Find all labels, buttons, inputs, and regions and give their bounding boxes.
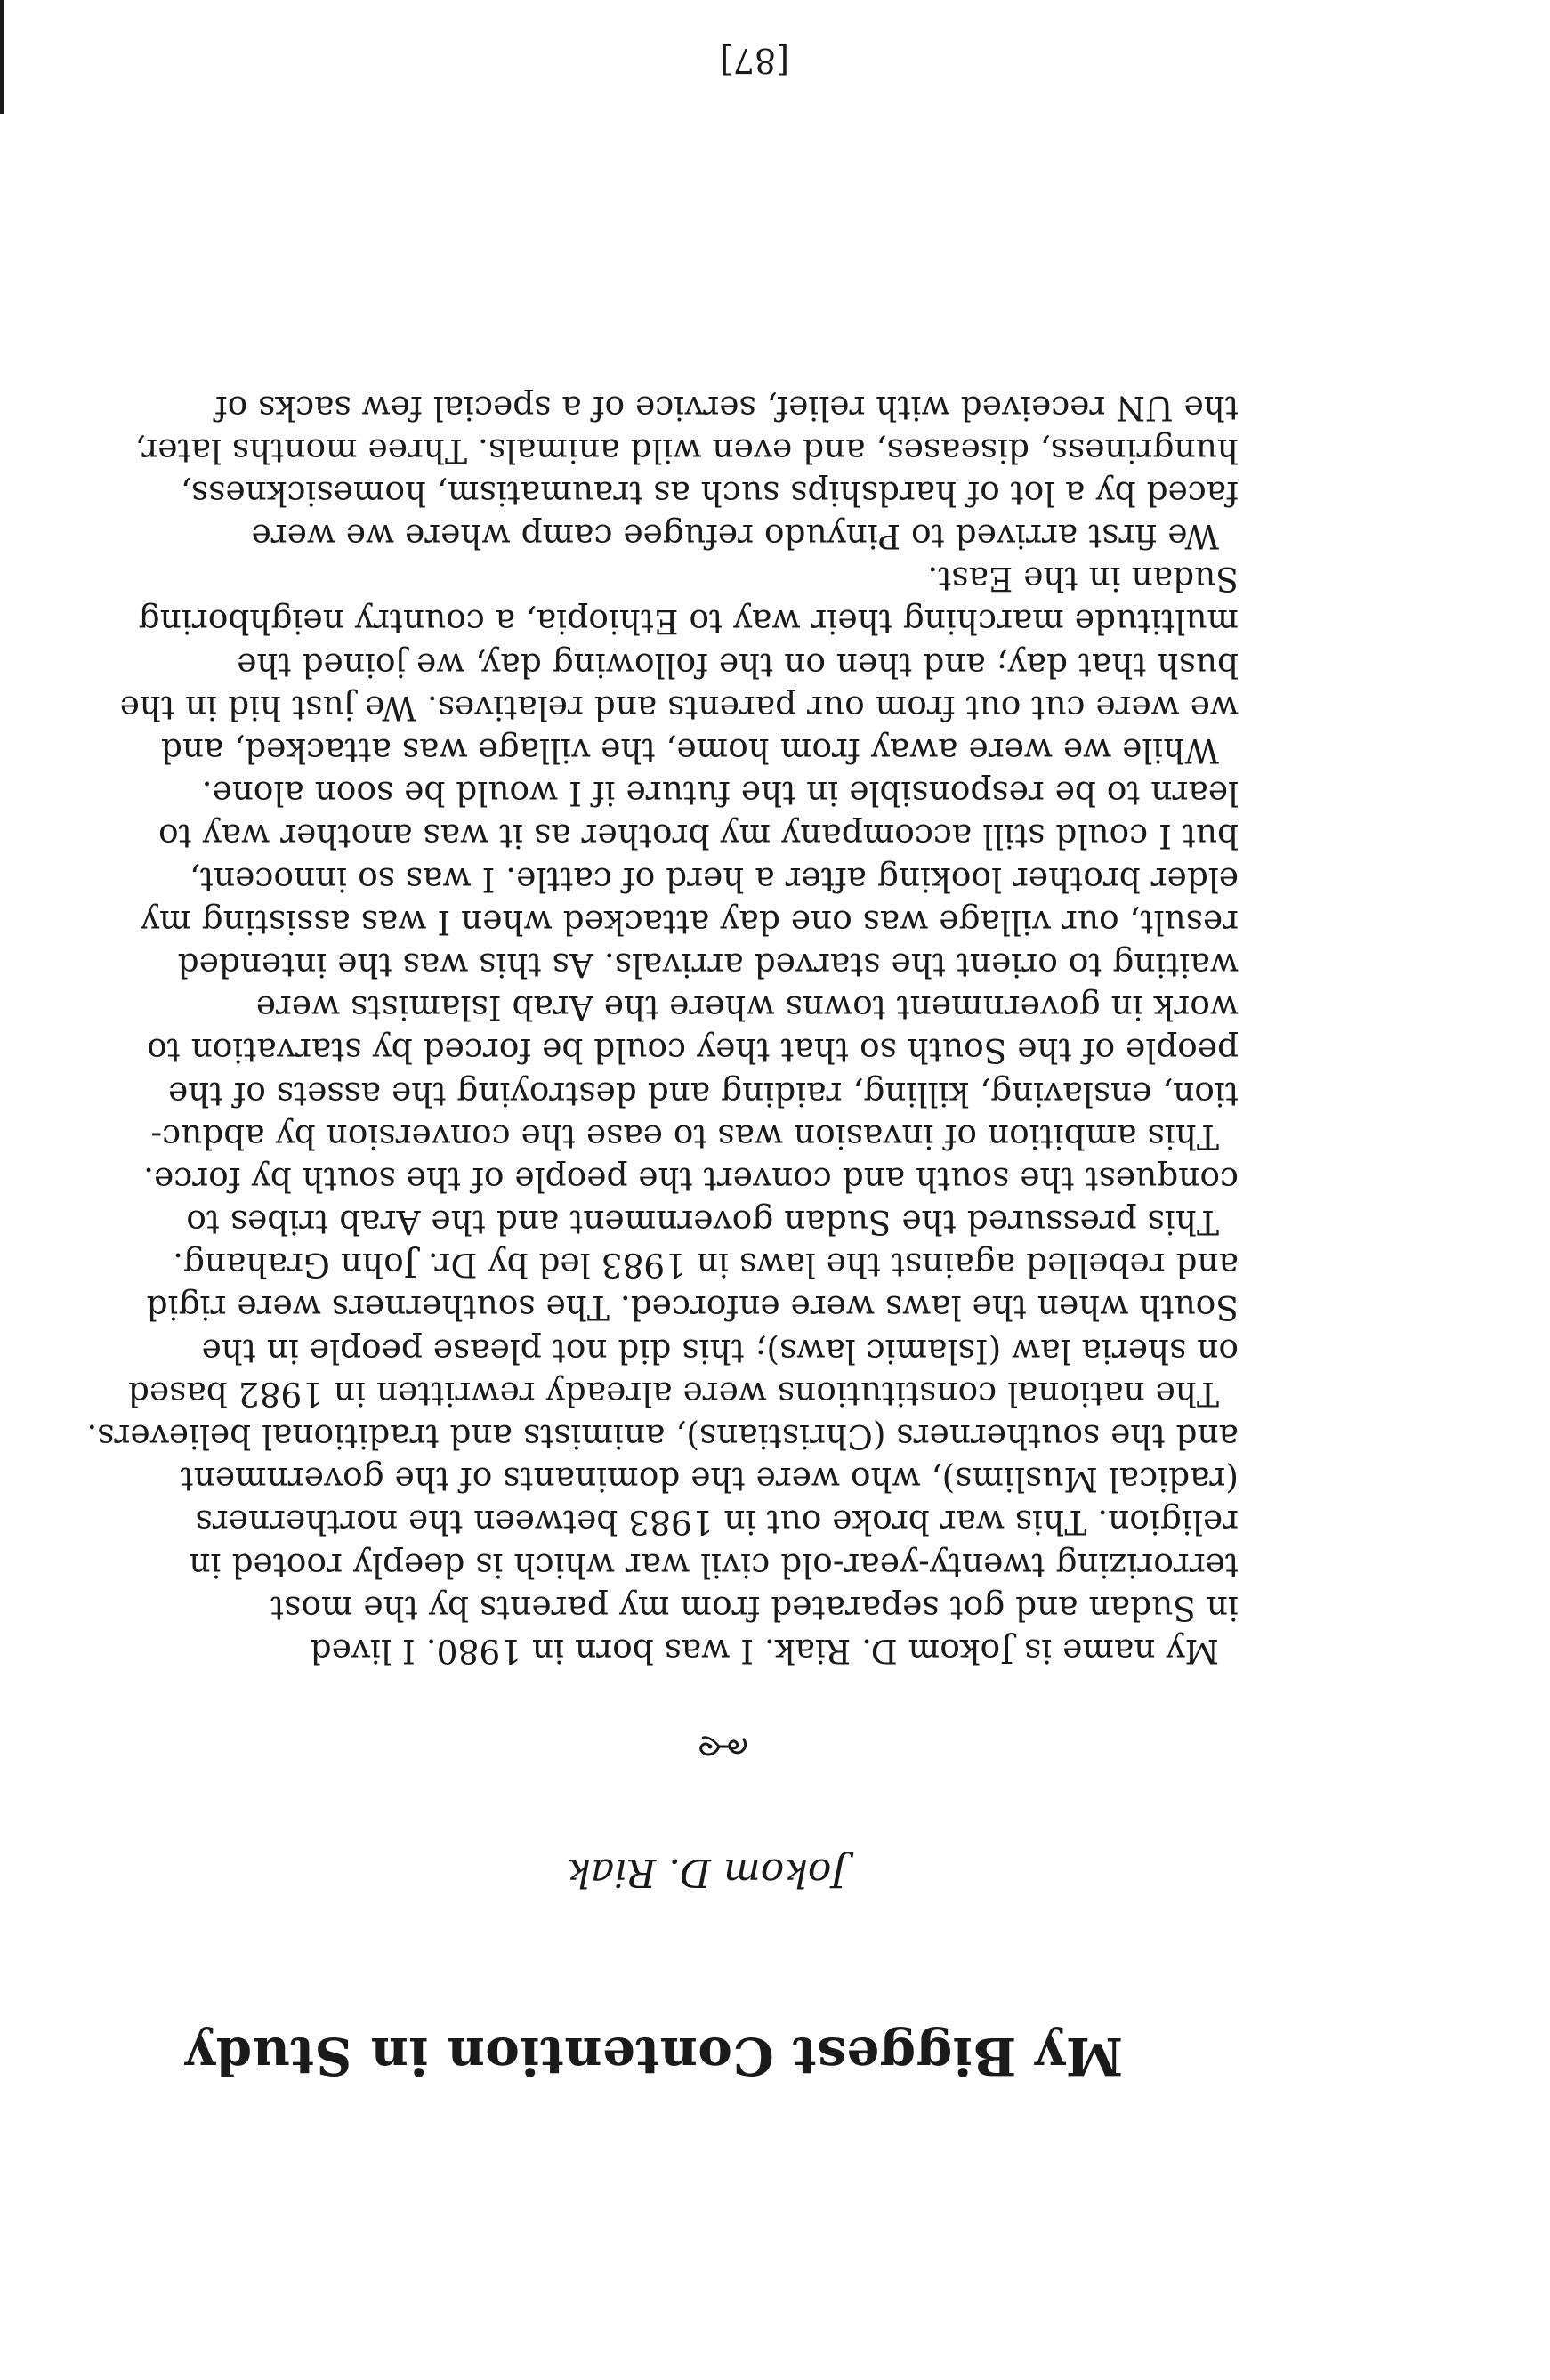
text-line: My name is Jokom D. Riak. I was born in 1980. I lived bbox=[310, 1632, 1219, 1671]
text-line: terrorizing twenty-year-old civil war which is deeply rooted in bbox=[189, 1545, 1239, 1585]
text-line: While we were away from home, the village was attacked, and bbox=[160, 731, 1219, 771]
text-line: learn to be responsible in the future if I would be soon alone. bbox=[201, 774, 1239, 814]
text-line: work in government towns where the Arab Islamists were bbox=[255, 988, 1239, 1029]
text-line: Sudan in the East. bbox=[927, 560, 1239, 600]
page-number: [87] bbox=[719, 41, 789, 80]
text-line: the UN received with relief, service of a special few sacks of bbox=[214, 388, 1239, 428]
chapter-title: My Biggest Contention in Study bbox=[184, 2026, 1123, 2086]
text-line: We first arrived to Pinyudo refugee camp where we were bbox=[251, 517, 1219, 557]
text-line: we were cut out from our parents and relatives. We just hid in the bbox=[119, 688, 1239, 728]
text-line: but I could still accompany my brother as it was another way to bbox=[158, 817, 1239, 857]
text-line: conquest the south and convert the people of the south by force. bbox=[143, 1159, 1239, 1199]
fleuron-icon bbox=[698, 1729, 751, 1764]
body-text bbox=[86, 386, 1239, 1673]
text-line: and rebelled against the laws in 1983 led by Dr. John Grahang. bbox=[173, 1246, 1239, 1286]
text-line: South when the laws were enforced. The southerners were rigid bbox=[146, 1288, 1239, 1328]
text-line: bush that day; and then on the following day, we joined the bbox=[237, 645, 1239, 685]
text-line: result, our village was one day attacked when I was assisting my bbox=[140, 902, 1239, 942]
text-line: This pressured the Sudan government and the Arab tribes to bbox=[186, 1203, 1219, 1243]
text-line: hungriness, diseases, and even wild animals. Three months later, bbox=[134, 431, 1239, 471]
text-line: religion. This war broke out in 1983 between the northerners bbox=[195, 1503, 1239, 1543]
text-line: This ambition of invasion was to ease the conversion by abduc- bbox=[150, 1117, 1219, 1157]
text-line: in Sudan and got separated from my parents by the most bbox=[270, 1588, 1239, 1628]
text-line: on sheria law (Islamic laws); this did not please people in the bbox=[201, 1331, 1239, 1371]
text-line: people of the South so that they could be forced by starvation to bbox=[147, 1031, 1239, 1071]
text-line: The national constitutions were already rewritten in 1982 based bbox=[127, 1374, 1219, 1414]
author-name: Jokom D. Riak bbox=[567, 1850, 847, 1895]
text-line: elder brother looking after a herd of cattle. I was so innocent, bbox=[190, 859, 1239, 900]
text-line: multitude marching their way to Ethiopia, a country neighboring bbox=[138, 602, 1239, 642]
text-line: faced by a lot of hardships such as traumatism, homesickness, bbox=[181, 473, 1239, 513]
text-line: waiting to orient the starved arrivals. As this was the intended bbox=[177, 946, 1239, 985]
text-line: (radical Muslims), who were the dominants of the government bbox=[180, 1460, 1239, 1500]
text-line: tion, enslaving, killing, raiding and destroying the assets of the bbox=[168, 1074, 1239, 1114]
text-line: and the southerners (Christians), animists and traditional believers. bbox=[86, 1417, 1239, 1457]
